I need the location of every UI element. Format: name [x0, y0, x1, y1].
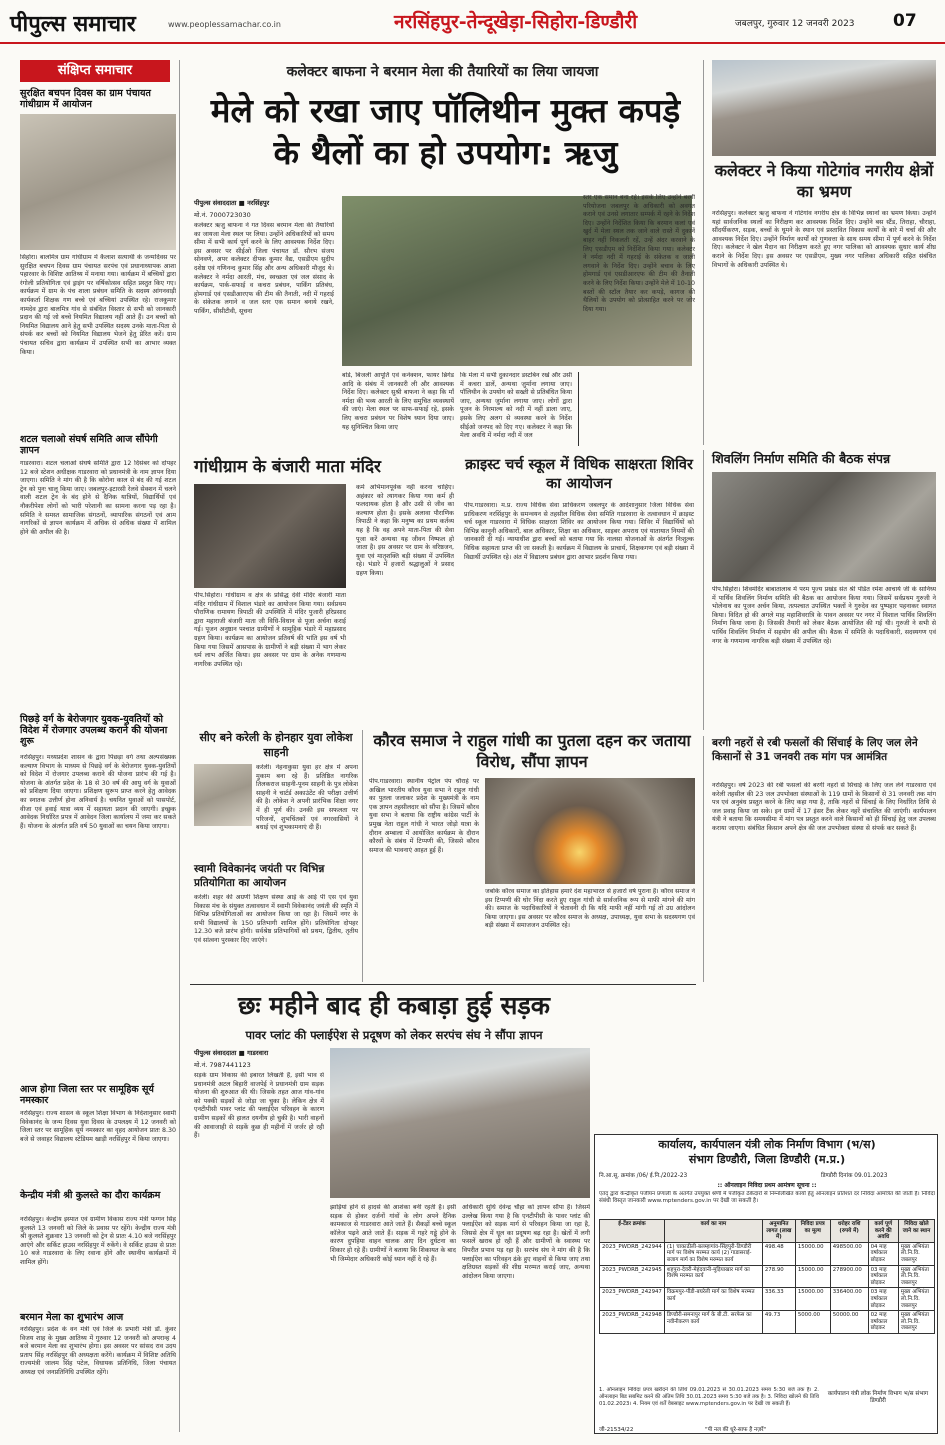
brief-body: सिहोरा। बालमित्र ग्राम गांधीग्राम में कैलाश सत्यार्थी के जन्मदिवस पर सुरक्षित बचपन दिवस ग्राम पंचायत सरपंच एवं प्रधानाध्यापक आशा पहारवार के विशिष्ट आतिथ्य में मनाया गया। कार्यक्रम में बच्चियों द्वारा रंगोली प्रतियोगिता एवं ड्राइंग पर वर्षिकोत्सव सहित प्रस्तुत किए गए। कार्यक्रम में ग्राम के पंच शाला प्रबंधन समिति के सदस्य आंगनवाड़ी कार्यकर्ता शिक्षक गण बच्चे एवं बच्चियां उपस्थित रहे। राजकुमार नामदेव द्वारा बालमित्र गांव से संबंधित विस्तार से सभी को जानकारी प्रदान की गई जो बच्चे नियमित विद्यालय नहीं आते हैं। उन बच्चों को नियमित विद्यालय आने हेतु सभी उपस्थित सदस्य उनके माता-पिता से संपर्क कर बच्चों को नियमित विद्यालय भेजने हेतु प्रेरित करें। ग्राम पंचायत सचिव द्वारा कार्यक्रम में उपस्थित सभी का आभार व्यक्त किया। — [20, 254, 176, 356]
lead-byline: पीपुल्स संवाददाता ■ नरसिंहपुर — [194, 199, 270, 207]
gotegaon-headline[interactable]: कलेक्टर ने किया गोटेगांव नगरीय क्षेत्रों का भ्रमण — [714, 161, 934, 201]
brief-title: केन्द्रीय मंत्री श्री कुलस्ते का दौरा कार्यक्रम — [20, 1190, 161, 1201]
col-header: अनुमानित लागत (लाख में) — [762, 1220, 795, 1243]
tender-signature: कार्यपालन यंत्री लोक निर्माण विभाग भ/स संभाग डिण्डौरी — [827, 1391, 929, 1405]
lead-headline[interactable]: मेले को रखा जाए पॉलिथीन मुक्त कपड़े के थैलों का हो उपयोग: ऋजु — [210, 91, 681, 172]
tender-ref: नि.आ.सू. क्रमांक /06/ ई.नि./2022-23 — [599, 1173, 688, 1179]
table-cell: विक्रमपुर-पौंडी-बघरेली मार्ग का विशेष मरम्मत कार्य — [664, 1288, 762, 1311]
table-cell: 15000.00 — [795, 1242, 830, 1265]
gotegaon-visit-photo — [712, 60, 936, 156]
brief-title: आज होगा जिला स्तर पर सामूहिक सूर्य नमस्कार — [20, 1084, 154, 1106]
table-cell: 2023_PWDRB_242944 — [600, 1242, 665, 1265]
table-cell: डिण्डौरी-समनापुर मार्ग के बी.टी. सरफेस का नवीनीकरण कार्य — [664, 1311, 762, 1334]
school-children-photo — [20, 114, 176, 250]
effigy-burning-photo — [485, 778, 695, 884]
vivekanand-story — [190, 862, 358, 982]
brief-body: नरसिंहपुर। केन्द्रीय इस्पात एवं ग्रामीण विकास राज्य मंत्री फग्गन सिंह कुलस्ते 13 जनवरी को जिले के प्रवास पर रहेंगे। केन्द्रीय राज्य मंत्री श्री कुलस्ते शुक्रवार 13 जनवरी को ट्रेन से प्रातः 4.10 बजे नरसिंहपुर आएंगे और सर्किट हाउस नरसिंहपुर में रुकेंगे। वे सर्किट हाउस से प्रातः 10 बजे गाडरवारा के लिए रवाना होंगे और स्थानीय कार्यक्रमों में शामिल होंगे। — [20, 1216, 176, 1266]
banjari-headline[interactable]: गांधीग्राम के बंजारी माता मंदिर — [194, 457, 382, 477]
tender-office: कार्यालय, कार्यपालन यंत्री लोक निर्माण विभाग (भ/स) — [658, 1138, 876, 1151]
tender-intro: एतद् द्वारा केन्द्रीकृत पंजीयन प्रणाली के अंतर्गत उपयुक्त श्रेणी में पंजीकृत ठेकेदारों से निम्नलिखित कार्यों हेतु ऑनलाइन प्रतिशत दर निविदा आमंत्रित की जाती है। निविदा संबंधी विस्तृत जानकारी www.mptenders.gov.in पर देखी जा सकती है। — [599, 1191, 935, 1205]
kaurav-story — [362, 730, 696, 982]
gotegaon-story — [703, 60, 935, 445]
kaurav-headline[interactable]: कौरव समाज ने राहुल गांधी का पुतला दहन कर जताया विरोध, सौंपा ज्ञापन — [373, 731, 691, 771]
newspaper-logo[interactable]: पीपुल्स समाचार — [10, 12, 136, 37]
committee-meeting-photo — [712, 472, 936, 582]
brief-title: शटल चलाओ संघर्ष समिति आज सौंपेगी ज्ञापन — [20, 434, 158, 456]
road-mobile: मो.नं. 7987441123 — [194, 1061, 251, 1069]
road-kicker: पावर प्लांट की फ्लाईऐश से प्रदूषण को लेकर सरपंच संघ ने सौंपा ज्ञापन — [245, 1028, 543, 1042]
damaged-road-photo — [330, 1048, 590, 1198]
table-cell: 278900.00 — [830, 1265, 868, 1288]
road-body: सड़के ग्राम विकास की इबारत लिखती हैं, इसी भाव से प्रधानमंत्री अटल बिहारी वाजपेई ने प्रधानमंत्री ग्राम सड़क योजना की शुरुआत की थी। जिसके तहत आज गांव-गांव को पक्की सड़कों से जोड़ा जा चुका है। लेकिन क्षेत्र में एनटीपीसी पावर प्लांट की फ्लाईऐश परिवहन के कारण ग्रामीण सड़कों की हालत दयनीय हो चुकी है। भारी वाहनों की आवाजाही से सड़कें कुछ ही महीनों में जर्जर हो रही हैं। — [194, 1072, 324, 1140]
bargi-story — [703, 736, 935, 982]
road-headline[interactable]: छः महीने बाद ही कबाड़ा हुई सड़क — [238, 991, 550, 1020]
table-cell: 03 माह वर्षाकाल छोड़कर — [868, 1265, 898, 1288]
road-body: झाड़ियां होने से हादसे की आशंका बनी रहती है। इसी सड़क से होकर दर्जनों गांवों के लोग अपने दैनिक कामकाज से गाडरवारा आते जाते हैं। सैकड़ों बच्चे स्कूल कॉलेज पढ़ने आते जाते हैं। सड़क में गहरे गड्ढे होने के कारण दुपहिया वाहन चालक आए दिन दुर्घटना का शिकार हो रहे हैं। ग्रामीणों ने बताया कि शिकायत के बाद भी जिम्मेदार अधिकारी कोई ध्यान नहीं दे रहे हैं। — [330, 1204, 456, 1263]
christ-headline[interactable]: क्राइस्ट चर्च स्कूल में विधिक साक्षरता शिविर का आयोजन — [465, 457, 693, 492]
col-header: कार्य का नाम — [664, 1220, 762, 1243]
kaurav-body: जबकि कौरव समाज का इतिहास हमारे देश महाभारत से हजारों वर्ष पुराना है। कौरव समाज ने इस टिप्पणी की घोर निंदा करते हुए राहुल गांधी से सार्वजनिक रूप से माफी मांगने की मांग की। समाज के पदाधिकारियों ने चेतावनी दी कि यदि माफी नहीं मांगी गई तो उग्र आंदोलन किया जाएगा। इस अवसर पर कौरव समाज के अध्यक्ष, उपाध्यक्ष, युवा सभा के सदस्यगण एवं बड़ी संख्या में समाजजन उपस्थित रहे। — [485, 888, 695, 930]
table-cell: 15000.00 — [795, 1265, 830, 1288]
brief-title: सुरक्षित बचपन दिवस का ग्राम पंचायत गांधीग्राम में आयोजन — [20, 88, 151, 110]
brief-body: गाडरवारा। शटल चलाओ संघर्ष समिति द्वारा 12 दिसंबर को दोपहर 12 बजे स्टेशन अधीक्षक गाडरवारा को प्रधानमंत्री के नाम ज्ञापन दिया जाएगा। समिति ने मांग की है कि कोरोना काल से बंद की गई शटल ट्रेन को पुनः चालू किया जाए। जबलपुर-इटारसी रेलवे सेक्शन में चलने वाली शटल ट्रेन के बंद होने से दैनिक यात्रियों, विद्यार्थियों एवं नौकरीपेशा लोगों को भारी परेशानी का सामना करना पड़ रहा है। समिति ने समस्त सामाजिक संगठनों, व्यापारिक संगठनों एवं आम नागरिकों से ज्ञापन कार्यक्रम में अधिक से अधिक संख्या में शामिल होने की अपील की है। — [20, 460, 176, 536]
banjari-body: पीप.सिहोरा। गांधीग्राम व क्षेत्र के प्रसिद्ध देवी मंदिर बंजारी माता मंदिर गांधीग्राम में विशाल भंडारे का आयोजन किया गया। सर्वप्रथम पौराणिक रामायण त्रिपाठी की उपस्थिति में मंदिर पुजारी हरिप्रसाद द्वारा महाराजी बंजारी माता जी विधि-विधान से पूजा अर्चना कराई गई। पूजन अनुष्ठान पश्चात ग्रामीणों ने सामूहिक भंडारे में महाप्रसाद ग्रहण किया। कार्यक्रम का आयोजन प्रतिवर्ष की भांति इस वर्ष भी किया गया जिसमें आसपास के ग्रामीणों ने बड़ी संख्या में भाग लेकर धर्म लाभ अर्जित किया। इस अवसर पर ग्राम के अनेक गणमान्य नागरिक उपस्थित रहे। — [194, 592, 346, 668]
table-cell: 02 माह वर्षाकाल छोड़कर — [868, 1311, 898, 1334]
banjari-story — [190, 456, 382, 724]
lokesh-story — [190, 730, 358, 860]
road-byline: पीपुल्स संवाददाता ■ गाडरवारा — [194, 1049, 269, 1057]
brief-body: नरसिंहपुर। राज्य शासन के स्कूल शिक्षा विभाग के निर्देशानुसार स्वामी विवेकानंद के जन्म दिवस युवा दिवस के उपलक्ष्य में 12 जनवरी को जिला स्तर पर सामूहिक सूर्य नमस्कार का वृहद आयोजन प्रातः 8.30 बजे से जवाहर विद्यालय स्टेडियम खाड़ी नरसिंहपुर में किया जाएगा। — [20, 1110, 176, 1143]
christ-body: पीप.गाडरवारा। म.प्र. राज्य विधिक सेवा प्राधिकरण जबलपुर के आदेशानुसार जिला विधिक सेवा प्राधिकरण नरसिंहपुर के समन्वयन से तहसील विधिक सेवा समिति गाडरवारा के तत्वावधान में क्राइस्ट चर्च स्कूल गाडरवारा में विधिक साक्षरता शिविर का आयोजन किया गया। शिविर में विद्यार्थियों को विभिन्न कानूनी अधिकारों, बाल अधिकार, शिक्षा का अधिकार, साइबर अपराध एवं यातायात नियमों की जानकारी दी गई। न्यायाधीश द्वारा बच्चों को बताया गया कि नालसा योजनाओं के अंतर्गत निःशुल्क विधिक सहायता प्राप्त की जा सकती है। कार्यक्रम में विद्यालय के प्राचार्य, शिक्षकगण एवं बड़ी संख्या में विद्यार्थी उपस्थित रहे। अंत में विद्यालय प्रबंधन द्वारा आभार प्रदर्शन किया गया। — [464, 502, 694, 561]
shivling-headline[interactable]: शिवलिंग निर्माण समिति की बैठक संपन्न — [712, 451, 891, 466]
website-url[interactable]: www.peoplessamachar.co.in — [168, 20, 281, 29]
table-row — [600, 1242, 935, 1265]
lead-body: बोर्ड, बिजली आपूर्ति एवं कनेक्शन, फायर ब्रिगेड आदि के संबंध में जानकारी ली और आवश्यक निर्देश दिए। कलेक्टर सुश्री बाफना ने कहा कि माँ नर्मदा की भव्य आरती के लिए समुचित व्यवस्थायें की जाएं। मेला स्थल पर साफ-सफाई रहे, इसके लिए कचरा प्रबंधन पर विशेष ध्यान दिया जाए। यह सुनिश्चित किया जाए — [342, 372, 454, 431]
table-cell: 04 माह वर्षाकाल छोड़कर — [868, 1242, 898, 1265]
table-row — [600, 1311, 935, 1334]
tender-notice — [594, 1134, 938, 1434]
sidebar-header: संक्षिप्त समाचार — [20, 60, 170, 82]
table-cell: 49.73 — [762, 1311, 795, 1334]
lokesh-headline[interactable]: सीए बने करेली के होनहार युवा लोकेश साहनी — [199, 731, 353, 759]
table-row — [600, 1265, 935, 1288]
lokesh-portrait — [194, 764, 252, 826]
christ-church-story — [460, 456, 696, 724]
lead-kicker: कलेक्टर बाफना ने बरमान मेला की तैयारियों का लिया जायजा — [286, 64, 599, 80]
tender-notice-title: :: ऑनलाइन निविदा प्रथम आमंत्रण सूचना :: — [717, 1182, 817, 1189]
road-story — [190, 990, 590, 1432]
table-cell: 50000.00 — [830, 1311, 868, 1334]
brief-body: नरसिंहपुर। मध्यप्रदेश शासन के द्वारा पिछड़ा वर्ग तथा अल्पसंख्यक कल्याण विभाग के माध्यम से पिछड़े वर्ग के बेरोजगार युवक-युवतियों को विदेश में रोजगार उपलब्ध कराने की योजना प्रारंभ की गई है। योजना के अंतर्गत प्रदेश के 18 से 30 वर्ष की आयु वर्ग के युवाओं को प्रशिक्षण दिया जाएगा। प्रशिक्षण सुरूप प्राप्त करने हेतु आवेदक का स्नातक उत्तीर्ण होना अनिवार्य है। चयनित युवाओं को पासपोर्ट, वीजा एवं हवाई यात्रा व्यय में सहायता प्रदान की जाएगी। इच्छुक आवेदक निर्धारित प्रपत्र में आवेदन जिला कार्यालय में जमा कर सकते हैं। योजना के अंतर्गत प्रति वर्ष 50 युवाओं का चयन किया जाएगा। — [20, 754, 176, 830]
lead-body: कलेक्टर ऋजु बाफना ने गत दिवस बरमान मेला की तैयारियों का जायजा मेला स्थल पर लिया। उन्होंने अधिकारियों को समय सीमा में सभी कार्य पूर्ण करने के लिए आवश्यक निर्देश दिए। इस अवसर पर सीईओ जिला पंचायत डॉ. सौरभ संजय सोनवणे, अपर कलेक्टर दीपक कुमार वैद्य, एसडीएम सुदीप दशेष्ठ एवं गणिनन्द कुमार सिंह और अन्य अधिकारी मौजूद थे। कलेक्टर ने नर्मदा आरती, मंच, स्वच्छता एवं जल संसाद के कार्यक्रम, पार्क-सफाई व कचरा प्रबंधन, पार्किंग प्रतिबंध, होमगार्ड एवं एसडीआरएफ की टीम की तैनाती, नदी में गहराई के संकेतक लगाने व जल स्तर एक समान बनाये रखने, पार्किंग, सीसीटीवी, सूचना — [194, 222, 334, 315]
table-cell: 498.48 — [762, 1242, 795, 1265]
table-cell: मुख्य अभियंता लो.नि.वि. जबलपुर — [898, 1288, 934, 1311]
brief-title: बरमान मेला का शुभारंभ आज — [20, 1312, 124, 1323]
table-cell: 2023_PWDRB_242948 — [600, 1311, 665, 1334]
table-cell: 336.33 — [762, 1288, 795, 1311]
section-divider — [190, 984, 696, 985]
section-title: नरसिंहपुर-तेन्दूखेड़ा-सिहोरा-डिण्डौरी — [394, 11, 638, 33]
col-header: निविदा खोले जाने का स्थान — [898, 1220, 934, 1243]
vivekanand-body: करेली। शहर की अग्रणी शिक्षण संस्था आई के आई पी एस एवं युवा विकास मंच के संयुक्त तत्वावधान में स्वामी विवेकानंद जयंती की स्मृति में विभिन्न प्रतियोगिताओं का आयोजन किया जा रहा है। जिसमें नगर के सभी विद्यालयों के 150 प्रतिभागी शामिल होंगे। प्रतियोगिता दोपहर 12.30 बजे प्रारंभ होगी। सर्वश्रेष्ठ प्रतिभागियों को प्रथम, द्वितीय, तृतीय एवं सांत्वना पुरस्कार दिए जाएंगे। — [194, 894, 358, 944]
table-cell: (1) चाकाढीली-बलम्हागांव-सिंहपुरी-डिण्डौरी मार्ग पर विशेष मरम्मत कार्य (2) गाडासराई-बजाग मार्ग का विशेष मरम्मत कार्य — [664, 1242, 762, 1265]
table-cell: 15000.00 — [795, 1288, 830, 1311]
lead-body-continued: स्तर एक समान बना रहे। इसके लिए उन्होंने बरगी परियोजना जबलपुर के अधिकारी को अवगत कराने एवं उनसे लगातार सम्पर्क में रहने के निर्देश दिए। उन्होंने निर्देशित किया कि बरमान कलां एवं खुर्द में मेला स्थल तक जाने वाले रास्ते में दुकानें बाहर नहीं निकलती रहें, उन्हें अंदर करवाने के लिए एसडीएम को निर्देशित किया गया। कलेक्टर ने नर्मदा नदी में गहराई के संकेतक व जाली लगवाने के निर्देश दिए। उन्होंने बचाव के लिए होमगार्ड एवं एसडीआरएफ की टीम की तैनाती करने के लिए निर्देश किया। उन्होंने मेले में 10-10 बस्तों की स्टॉल तैयार कर कपड़े, कागज की थैलियों के उपयोग को प्रोत्साहित करने पर जोर दिया गया। — [583, 194, 695, 313]
shivling-story — [703, 450, 935, 730]
table-cell: मुख्य अभियंता लो.नि.वि. जबलपुर — [898, 1311, 934, 1334]
bargi-headline[interactable]: बरगी नहरों से रबी फसलों की सिंचाई के लिए जल लेने किसानों से 31 जनवरी तक मांग पत्र आमंत्रित — [712, 737, 918, 763]
table-cell: मुख्य अभियंता लो.नि.वि. जबलपुर — [898, 1265, 934, 1288]
bargi-body: नरसिंहपुर। वर्ष 2023 की रबी फसलों की बरगी नहरों से सिंचाई के लिए जल लेने गाडरवारा एवं करेली तहसील की 23 जल उपभोक्ता संस्थाओं के 119 ग्रामों के किसानों से 31 जनवरी तक मांग पत्र एवं अनुबंध प्रस्तुत करने के लिए कहा गया है, ताकि नहरों से सिंचाई के लिए निर्धारित तिथि से जल प्रवाह किया जा सके। इन ग्रामों में 17 इंसर टैंक लेकर नहरें संचालित की जाएंगी। कार्यपालन यंत्री ने बताया कि समयसीमा में मांग पत्र प्रस्तुत करने वाले किसानों को ही सिंचाई हेतु जल उपलब्ध कराया जाएगा। संबंधित किसान अपने क्षेत्र की जल उपभोक्ता संस्था से संपर्क कर सकते हैं। — [712, 782, 936, 832]
tender-table-wrap — [599, 1219, 935, 1334]
masthead — [0, 0, 945, 44]
bhandara-photo — [194, 484, 346, 588]
tender-footer-slogan: "पी नल की धूरे-साफ है नज़रें" — [705, 1427, 767, 1433]
table-row — [600, 1288, 935, 1311]
table-cell: 2023_PWDRB_242947 — [600, 1288, 665, 1311]
table-cell: 336400.00 — [830, 1288, 868, 1311]
col-header: ई-टेंडर क्रमांक — [600, 1220, 665, 1243]
road-body: अधिकारी सुधि देवेन्द्र चौहा को ज्ञापन सौंपा है। जिसमें उल्लेख किया गया है कि एनटीपीसी के पावर प्लांट की फ्लाईऐश को सड़क मार्ग से परिवहन किया जा रहा है, जिससे क्षेत्र में धूल का प्रदूषण बढ़ रहा है। खेतों में लगी फसलें खराब हो रही हैं और ग्रामीणों के स्वास्थ्य पर विपरीत प्रभाव पड़ रहा है। सरपंच संघ ने मांग की है कि फ्लाईऐश का परिवहन ढंके हुए वाहनों से किया जाए तथा क्षतिग्रस्त सड़कों की शीघ्र मरम्मत कराई जाए, अन्यथा आंदोलन किया जाएगा। — [462, 1204, 590, 1280]
table-cell: शहपुरा-देवरी-मेहंदवानी-मुड़ियाखार मार्ग का विशेष मरम्मत कार्य — [664, 1265, 762, 1288]
gotegaon-body: नरसिंहपुर। कलेक्टर ऋजु बाफना ने गोटेगांव नगरीय क्षेत्र के विभिन्न स्थानों का भ्रमण किया। उन्होंने यहां सार्वजनिक स्थलों का निरीक्षण कर आवश्यक निर्देश दिए। उन्होंने बस स्टैंड, तिराहा, चौराहा, सौंदर्यीकरण, सड़क, बच्चों के घूमने के स्थान एवं प्रस्तावित विकास कार्यों के बारे में चर्चा की और आवश्यक निर्देश दिए। उन्होंने निर्माण कार्यों को गुणवत्ता के साथ समय सीमा में पूर्ण करने के निर्देश दिए। कलेक्टर ने खेल मैदान का निरीक्षण करते हुए नगर पालिका को आवश्यक सुधार कार्य शीघ्र कराने के निर्देश दिए। इस अवसर पर एसडीएम, मुख्य नगर पालिका अधिकारी सहित संबंधित विभागों के अधिकारी उपस्थित थे। — [712, 210, 936, 269]
lead-mobile: मो.नं. 7000723030 — [194, 211, 251, 219]
tender-ref-date: डिण्डौरी दिनांक 09.01.2023 — [821, 1173, 888, 1179]
lokesh-body: करेली। नेहनाकुसा युवा हर क्षेत्र में अपना मुकाम बना रहे हैं। प्रतिष्ठित नागरिक तिलकराज साहनी-पूनम साहनी के पुत्र लोकेश साहनी ने चार्टर्ड अकाउंटेंट की परीक्षा उत्तीर्ण की है। लोकेश ने अपनी प्रारंभिक शिक्षा नगर में ही पूर्ण की। उनकी इस सफलता पर परिजनों, शुभचिंतकों एवं नगरवासियों ने बधाई एवं शुभकामनाएं दी हैं। — [256, 764, 358, 832]
tender-notes: 1. ऑनलाइन निविदा प्रपत्र खरीदने की तिथि 09.01.2023 से 30.01.2023 समय 5:30 बजे तक है। 2. ऑनलाइन बिड सबमिट करने की अंतिम तिथि 30.01.2023 समय 5:30 बजे तक है। 3. निविदा खोलने की तिथि 01.02.2023। 4. नियम एवं शर्तें वेबसाइट www.mptenders.gov.in पर देखी जा सकती हैं। — [599, 1387, 819, 1407]
vivekanand-headline[interactable]: स्वामी विवेकानंद जयंती पर विभिन्न प्रतियोगिता का आयोजन — [194, 863, 325, 889]
col-header: कार्य पूर्ण करने की अवधि — [868, 1220, 898, 1243]
tender-office-location: संभाग डिण्डौरी, जिला डिण्डौरी (म.प्र.) — [688, 1153, 846, 1166]
table-cell: मुख्य अभियंता लो.नि.वि. जबलपुर — [898, 1242, 934, 1265]
shivling-body: पीप.सिहोरा। शिवमंदिर बाबातालाब में परम पूज्य प्रखंड संत श्री पंडित रमेश आचार्य जी के सानिध्य में पार्थिव शिवलिंग निर्माण समिति की बैठक का आयोजन किया गया। जिसमें सर्वप्रथम गुरुजी ने भोलेनाथ का पूजन अर्चन किया, तत्पश्चात उपस्थित भक्तों ने गुरुदेव का पुष्पहार पहनाकर स्वागत किया। विदित हो की अगले माह महाशिवरात्रि के पावन अवसर पर नगर में विशाल पार्थिव शिवलिंग निर्माण किया जाना है। जिसकी तैयारी को लेकर बैठक आयोजित की गई थी। गुरुजी ने सभी से पार्थिव शिवलिंग निर्माण में सहयोग की अपील की। बैठक में समिति के पदाधिकारी, सदस्यगण एवं नगर के गणमान्य नागरिक बड़ी संख्या में उपस्थित रहे। — [712, 586, 936, 645]
kaurav-body: पीप.गाडरवारा। स्थानीय पेट्रोल पंप चौराहे पर अखिल भारतीय कौरव युवा सभा ने राहुल गांधी का पुतला जलाकर प्रदेश के मुख्यमंत्री के नाम एक ज्ञापन तहसीलदार को सौंपा है। जिसमें कौरव युवा सभा ने बताया कि राष्ट्रीय कांग्रेस पार्टी के प्रमुख नेता राहुल गांधी ने भारत जोड़ो यात्रा के दौरान अम्बाला में आयोजित कार्यक्रम के दौरान कौरवों के संबंध में टिप्पणी की, जिससे कौरव समाज की भावनाएं आहत हुई हैं। — [369, 778, 479, 854]
table-cell: 498500.00 — [830, 1242, 868, 1265]
issue-date: जबलपुर, गुरुवार 12 जनवरी 2023 — [735, 19, 855, 29]
page-number: 07 — [893, 11, 917, 31]
brief-news-sidebar — [12, 60, 180, 1432]
table-cell: 2023_PWDRB_242945 — [600, 1265, 665, 1288]
brief-title: पिछड़े वर्ग के बेरोजगार युवक-युवतियों को विदेश में रोजगार उपलब्ध कराने की योजना शुरू — [20, 714, 168, 747]
table-cell: 5000.00 — [795, 1311, 830, 1334]
brief-body: नरसिंहपुर। प्रदेश के वन मंत्री एवं जिले के प्रभारी मंत्री डॉ. कुंवर विजय शाह के मुख्य आतिथ्य में गुरुवार 12 जनवरी को अपरान्ह 4 बजे बरमान मेला का शुभारंभ होगा। इस अवसर पर सांसद राव उदय प्रताप सिंह नरसिंहपुर की अध्यक्षता करेंगे। कार्यक्रम में विशिष्ट अतिथि राज्यमंत्री जालम सिंह पटेल, विधायक प्रतिनिधि, जिला पंचायत अध्यक्ष एवं जनप्रतिनिधि उपस्थित रहेंगे। — [20, 1326, 176, 1376]
column-divider — [578, 372, 579, 446]
col-header: निविदा प्रपत्र का मूल्य — [795, 1220, 830, 1243]
table-cell: 278.90 — [762, 1265, 795, 1288]
banjari-body-continued: कर्म अभिमानपूर्वक नहीं करना चाहिए। अहंकार को त्यागकर किया गया कर्म ही फलदायक होता है और उसी से जीव का कल्याण होता है। इसके अलावा पौराणिक त्रिपाठी ने कहा कि मनुष्य का प्रथम कर्तव्य यह है कि वह अपने माता-पिता की सेवा पूजा करें अन्यथा यह जीवन निष्फल हो जाता है। इस अवसर पर ग्राम के वरिष्ठजन, युवा एवं मातृशक्ति बड़ी संख्या में उपस्थित रहे। भंडारे में हजारों श्रद्धालुओं ने प्रसाद ग्रहण किया। — [356, 484, 454, 577]
table-cell: 03 माह वर्षाकाल छोड़कर — [868, 1288, 898, 1311]
tender-footer-code: जी-21534/22 — [599, 1427, 634, 1433]
tender-table — [599, 1219, 935, 1334]
lead-body: कि मेला में सभी दुकानदार डस्टबिन रखें और उसी में कचरा डालें, अन्यथा जुर्माना लगाया जाए। पॉलिथीन के उपयोग को सख्ती से प्रतिबंधित किया जाए, अन्यथा जुर्माना लगाया जाए। लोगों द्वारा पूजन के निरमाल्य को नदी में नहीं डाला जाए, इसके लिए अलग से व्यवस्था करने के निर्देश सीईओ जनपद को दिए गए। कलेक्टर ने कहा कि मेला अवधि में नर्मदा नदी में जल — [460, 372, 572, 440]
col-header: धरोहर राशि (रुपये में) — [830, 1220, 868, 1243]
